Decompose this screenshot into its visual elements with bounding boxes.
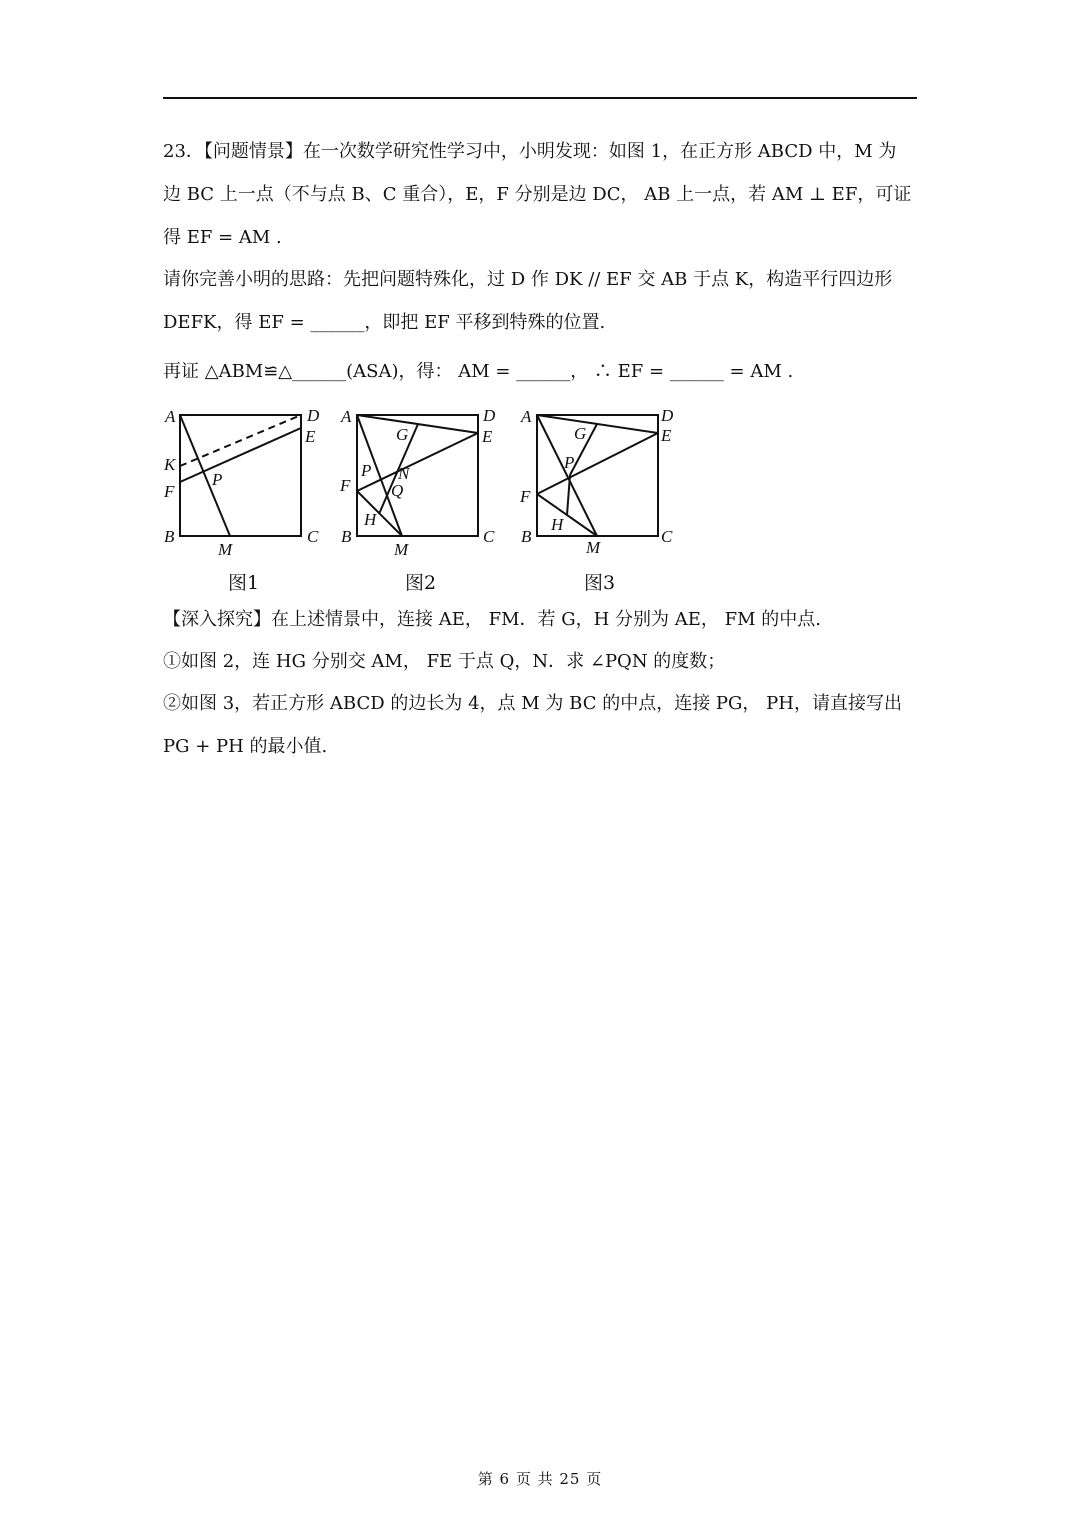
label-H: H [551, 515, 564, 534]
label-P: P [212, 470, 223, 489]
label-H: H [364, 510, 377, 529]
label-M: M [394, 540, 409, 558]
figure-3-caption: 图3 [584, 572, 616, 594]
problem-line-6: 再证 △ABM≌△______(ASA)，得： AM = ______， ∴ EF = ______ = AM . [163, 361, 794, 382]
label-A: A [521, 407, 532, 426]
page-footer: 第 6 页 共 25 页 [477, 1470, 603, 1488]
label-G: G [574, 424, 587, 443]
label-B: B [164, 527, 175, 546]
problem-line-2: 边 BC 上一点（不与点 B、C 重合），E，F 分别是边 DC， AB 上一点，若 AM ⊥ EF，可证 [163, 184, 912, 205]
label-K: K [164, 455, 176, 474]
label-C: C [307, 527, 319, 546]
label-P: P [564, 453, 575, 472]
figure-2 [338, 398, 508, 558]
label-F: F [164, 482, 175, 501]
header-rule [163, 97, 917, 99]
explore-line-4: PG + PH 的最小值. [163, 736, 328, 757]
problem-line-1: 23．【问题情景】在一次数学研究性学习中，小明发现：如图 1，在正方形 ABCD 中，M 为 [163, 141, 897, 162]
label-E: E [305, 427, 316, 446]
figure-3 [518, 398, 688, 558]
label-G: G [396, 425, 409, 444]
label-E: E [482, 427, 493, 446]
label-C: C [661, 527, 673, 546]
label-Q: Q [391, 481, 404, 500]
figure-2-caption: 图2 [405, 572, 437, 594]
label-M: M [586, 538, 601, 557]
label-F: F [340, 476, 351, 495]
label-E: E [661, 426, 672, 445]
label-A: A [165, 407, 176, 426]
label-B: B [521, 527, 532, 546]
label-D: D [307, 406, 320, 425]
label-A: A [341, 407, 352, 426]
figure-1-caption: 图1 [228, 572, 260, 594]
explore-line-1: 【深入探究】在上述情景中，连接 AE， FM．若 G，H 分别为 AE， FM 的中点. [163, 609, 821, 630]
label-P: P [361, 461, 372, 480]
label-F: F [520, 487, 531, 506]
label-D: D [483, 406, 496, 425]
explore-line-2: ①如图 2，连 HG 分别交 AM， FE 于点 Q，N．求 ∠PQN 的度数； [163, 651, 726, 672]
explore-line-3: ②如图 3，若正方形 ABCD 的边长为 4，点 M 为 BC 的中点，连接 PG， PH，请直接写出 [163, 693, 902, 714]
problem-line-4: 请你完善小明的思路：先把问题特殊化，过 D 作 DK // EF 交 AB 于点 K，构造平行四边形 [163, 269, 893, 290]
label-D: D [661, 406, 674, 425]
label-M: M [218, 540, 233, 558]
figure-1 [160, 398, 330, 558]
problem-line-3: 得 EF = AM . [163, 227, 282, 248]
label-C: C [483, 527, 495, 546]
problem-line-5: DEFK，得 EF = ______，即把 EF 平移到特殊的位置. [163, 312, 606, 333]
label-N: N [398, 464, 410, 483]
label-B: B [341, 527, 352, 546]
